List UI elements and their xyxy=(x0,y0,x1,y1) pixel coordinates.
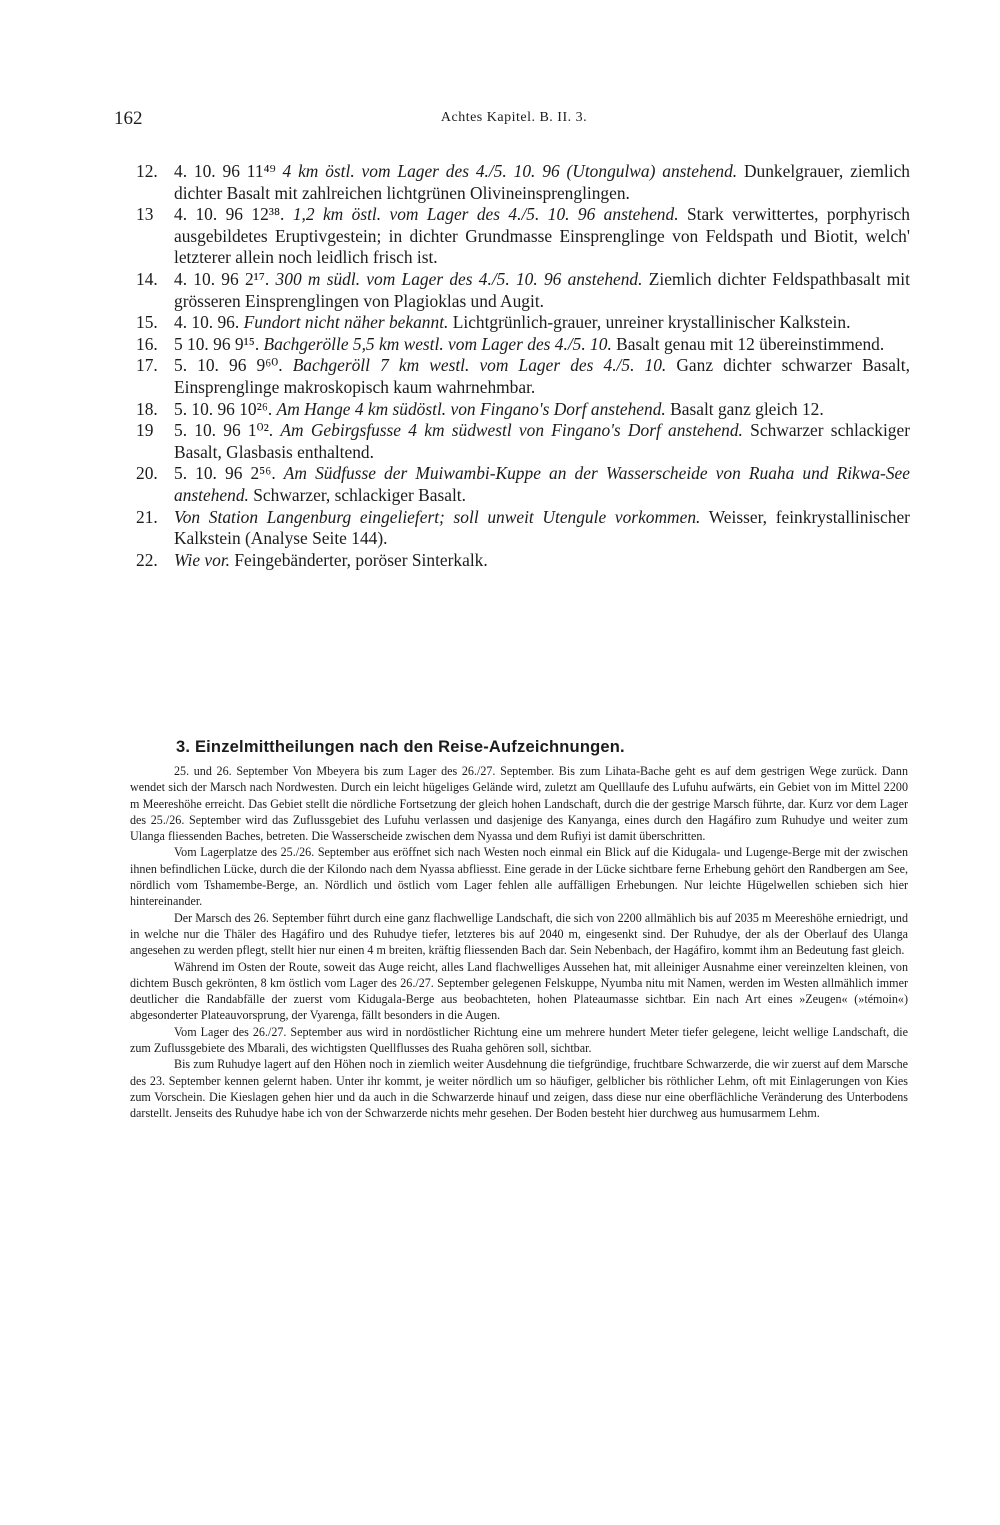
entry-description: Stark verwittertes, porphyrisch ausgebildetes Eruptivgestein; in dichter Grundmasse Einsprenglinge von Feldspath und Biotit, welch' letzterer allein noch leidlich frisch ist. xyxy=(174,204,910,268)
body-paragraph: Der Marsch des 26. September führt durch eine ganz flachwellige Landschaft, die sich von 2200 allmählich bis auf 2035 m Meereshöhe erniedrigt, und in welche nur die Thäler des Hagáfiro und des Ruhudye tiefer, letzteres bis auf 2040 m, eingesenkt sind. Der Ruhudye, der als der Oberlauf des Ulanga angesehen zu werden pflegt, stellt hier nur einen 4 m breiten, kräftig fliessenden Bach dar. Sein Nebenbach, der Hagáfiro, kommt ihm an Bedeutung fast gleich. xyxy=(130,910,908,958)
entry-location: Am Gebirgsfusse 4 km südwestl von Fingano's Dorf anstehend. xyxy=(280,420,743,441)
body-paragraph: Bis zum Ruhudye lagert auf den Höhen noch in ziemlich weiter Ausdehnung die tiefgründige, fruchtbare Schwarzerde, die wir zuerst auf dem Marsche des 23. September kennen gelernt haben. Unter ihr kommt, je weiter nördlich um so häufiger, gelblicher bis röthlicher Lehm, oft mit Einlagerungen von Kies zum Vorschein. Die Kieslagen gehen hier und da auch in die Schwarzerde hinauf und zeigen, dass diese nur eine oberflächliche Veränderung des Unterbodens darstellt. Jenseits des Ruhudye habe ich von der Schwarzerde nichts mehr gesehen. Der Boden besteht hier durchweg aus humusarmem Lehm. xyxy=(130,1057,908,1121)
entry-location: 300 m südl. vom Lager des 4./5. 10. 96 anstehend. xyxy=(275,268,643,289)
entry-description: Weisser, feinkrystallinischer Kalkstein (Analyse Seite 144). xyxy=(174,506,910,549)
specimen-entry xyxy=(136,399,910,421)
body-paragraph: Während im Osten der Route, soweit das Auge reicht, alles Land flachwelliges Aussehen hat, mit alleiniger Ausnahme einer vereinzelten kleinen, von dichtem Busch gekrönten, 8 km östlich vom Lager des 26./27. September gelegenen Felskuppe, Nyumba nitu mit Namen, werden im Westen allmählich immer deutlicher die Randabfälle der zuerst vom Kidugala-Berge aus beobachteten, hohen Plateaumasse sichtbar. Ein nach Art eines »Zeugen« (»témoin«) abgesonderter Plateauvorsprung, der Vyarenga, fällt besonders in die Augen. xyxy=(130,959,908,1023)
body-paragraph: Vom Lager des 26./27. September aus wird in nordöstlicher Richtung eine um mehrere hundert Meter tiefer gelegene, leicht wellige Landschaft, die zum Zuflussgebiete des Mbarali, des wichtigsten Quellflusses des Ruaha gehören soll, sichtbar. xyxy=(130,1024,908,1056)
entry-number: 20. xyxy=(136,463,158,484)
entry-number: 18. xyxy=(136,398,158,419)
entry-number: 16. xyxy=(136,333,158,354)
entry-number: 17. xyxy=(136,355,158,376)
entry-date: 4. 10. 96 2¹⁷. xyxy=(174,268,270,289)
entry-description: Schwarzer schlackiger Basalt, Glasbasis enthaltend. xyxy=(174,420,910,462)
entry-date: 4. 10. 96. xyxy=(174,312,240,333)
running-title: Achtes Kapitel. B. II. 3. xyxy=(440,110,588,125)
entry-location: Fundort nicht näher bekannt. xyxy=(243,312,449,333)
entry-location: Am Südfusse der Muiwambi-Kuppe an der Wasserscheide von Ruaha und Rikwa-See anstehend. xyxy=(174,463,910,505)
specimen-entry xyxy=(136,204,910,269)
entry-number: 22. xyxy=(136,549,158,570)
body-paragraph: Vom Lagerplatze des 25./26. September aus eröffnet sich nach Westen noch einmal ein Blick auf die Kidugala- und Lugenge-Berge mit der zwischen ihnen befindlichen Lücke, durch die der Kilondo nach dem Nyassa abfliesst. Eine gerade in der Lücke sichtbare ferne Erhebung gehört den Randbergen am See, nördlich vom Tshamembe-Berge, an. Nördlich und östlich vom Lager fehlen alle auffälligen Erhebungen. Nur leichte Hügelwellen schieben sich hier hintereinander. xyxy=(130,845,908,909)
entry-location: 1,2 km östl. vom Lager des 4./5. 10. 96 anstehend. xyxy=(292,204,679,225)
entry-description: Schwarzer, schlackiger Basalt. xyxy=(253,484,466,505)
entry-number: 14. xyxy=(136,268,158,289)
specimen-entry xyxy=(136,334,910,356)
specimen-list xyxy=(136,161,910,571)
specimen-entry xyxy=(136,550,910,572)
section-body xyxy=(130,763,908,1122)
entry-date: 5. 10. 96 10²⁶. xyxy=(174,398,273,419)
entry-number: 19 xyxy=(136,420,154,441)
specimen-entry xyxy=(136,355,910,398)
entry-description: Basalt genau mit 12 übereinstimmend. xyxy=(616,333,885,354)
specimen-entry xyxy=(136,312,910,334)
entry-number: 21. xyxy=(136,506,158,527)
specimen-entry xyxy=(136,420,910,463)
entry-date: 5 10. 96 9¹⁵. xyxy=(174,333,260,354)
section-heading: 3. Einzelmittheilungen nach den Reise-Aufzeichnungen. xyxy=(176,738,625,756)
entry-number: 12. xyxy=(136,161,158,181)
entry-number: 13 xyxy=(136,204,154,225)
specimen-entry xyxy=(136,161,910,204)
entry-description: Feingebänderter, poröser Sinterkalk. xyxy=(234,549,488,570)
entry-description: Ganz dichter schwarzer Basalt, Einsprenglinge makroskopisch kaum wahrnehmbar. xyxy=(174,355,910,397)
entry-date: 5. 10. 96 2⁵⁶. xyxy=(174,463,276,484)
running-head xyxy=(114,108,914,132)
entry-location: Am Hange 4 km südöstl. von Fingano's Dorf anstehend. xyxy=(276,398,666,419)
specimen-entry xyxy=(136,463,910,506)
page-number: 162 xyxy=(114,108,143,129)
entry-description: Dunkelgrauer, ziemlich dichter Basalt mit zahlreichen lichtgrünen Olivineinsprenglingen. xyxy=(174,161,910,203)
body-paragraph: 25. und 26. September Von Mbeyera bis zum Lager des 26./27. September. Bis zum Lihata-Bache geht es auf dem gestrigen Wege zurück. Dann wendet sich der Marsch nach Nordwesten. Durch ein leicht hügeliges Gelände wird, zuletzt am Quelllaufe des Lufuhu aufwärts, ein Gebiet von im Mittel 2200 m Meereshöhe erreicht. Das Gebiet stellt die nördliche Fortsetzung der gleich hohen Landschaft, durch die der gestrige Marsch führte, dar. Kurz vor dem Lager des 25./26. September wird das Zuflussgebiet des Lufuhu verlassen und dasjenige des Kanyanga, eines durch den Hagáfiro zum Ruhudye und weiter zum Ulanga fliessenden Baches, betreten. Die Wasserscheide zwischen dem Nyassa und dem Rufiyi ist damit überschritten. xyxy=(130,764,908,844)
specimen-entry xyxy=(136,269,910,312)
entry-date: 4. 10. 96 11⁴⁹ xyxy=(174,161,276,181)
entry-location: Von Station Langenburg eingeliefert; soll unweit Utengule vorkommen. xyxy=(174,506,701,527)
entry-date: 4. 10. 96 12³⁸. xyxy=(174,204,285,225)
entry-description: Ziemlich dichter Feldspathbasalt mit grösseren Einsprenglingen von Plagioklas und Augit. xyxy=(174,268,910,311)
specimen-entry xyxy=(136,507,910,550)
entry-date: 5. 10. 96 1⁰². xyxy=(174,420,274,441)
entry-location: Bachgeröll 7 km westl. vom Lager des 4./5. 10. xyxy=(292,355,667,376)
entry-description: Lichtgrünlich-grauer, unreiner krystallinischer Kalkstein. xyxy=(452,312,851,333)
entry-description: Basalt ganz gleich 12. xyxy=(670,398,824,419)
entry-location: Wie vor. xyxy=(174,549,231,570)
entry-number: 15. xyxy=(136,312,158,333)
entry-date: 5. 10. 96 9⁶⁰. xyxy=(174,355,283,376)
entry-location: 4 km östl. vom Lager des 4./5. 10. 96 (Utongulwa) anstehend. xyxy=(282,161,738,181)
entry-location: Bachgerölle 5,5 km westl. vom Lager des 4./5. 10. xyxy=(263,333,612,354)
